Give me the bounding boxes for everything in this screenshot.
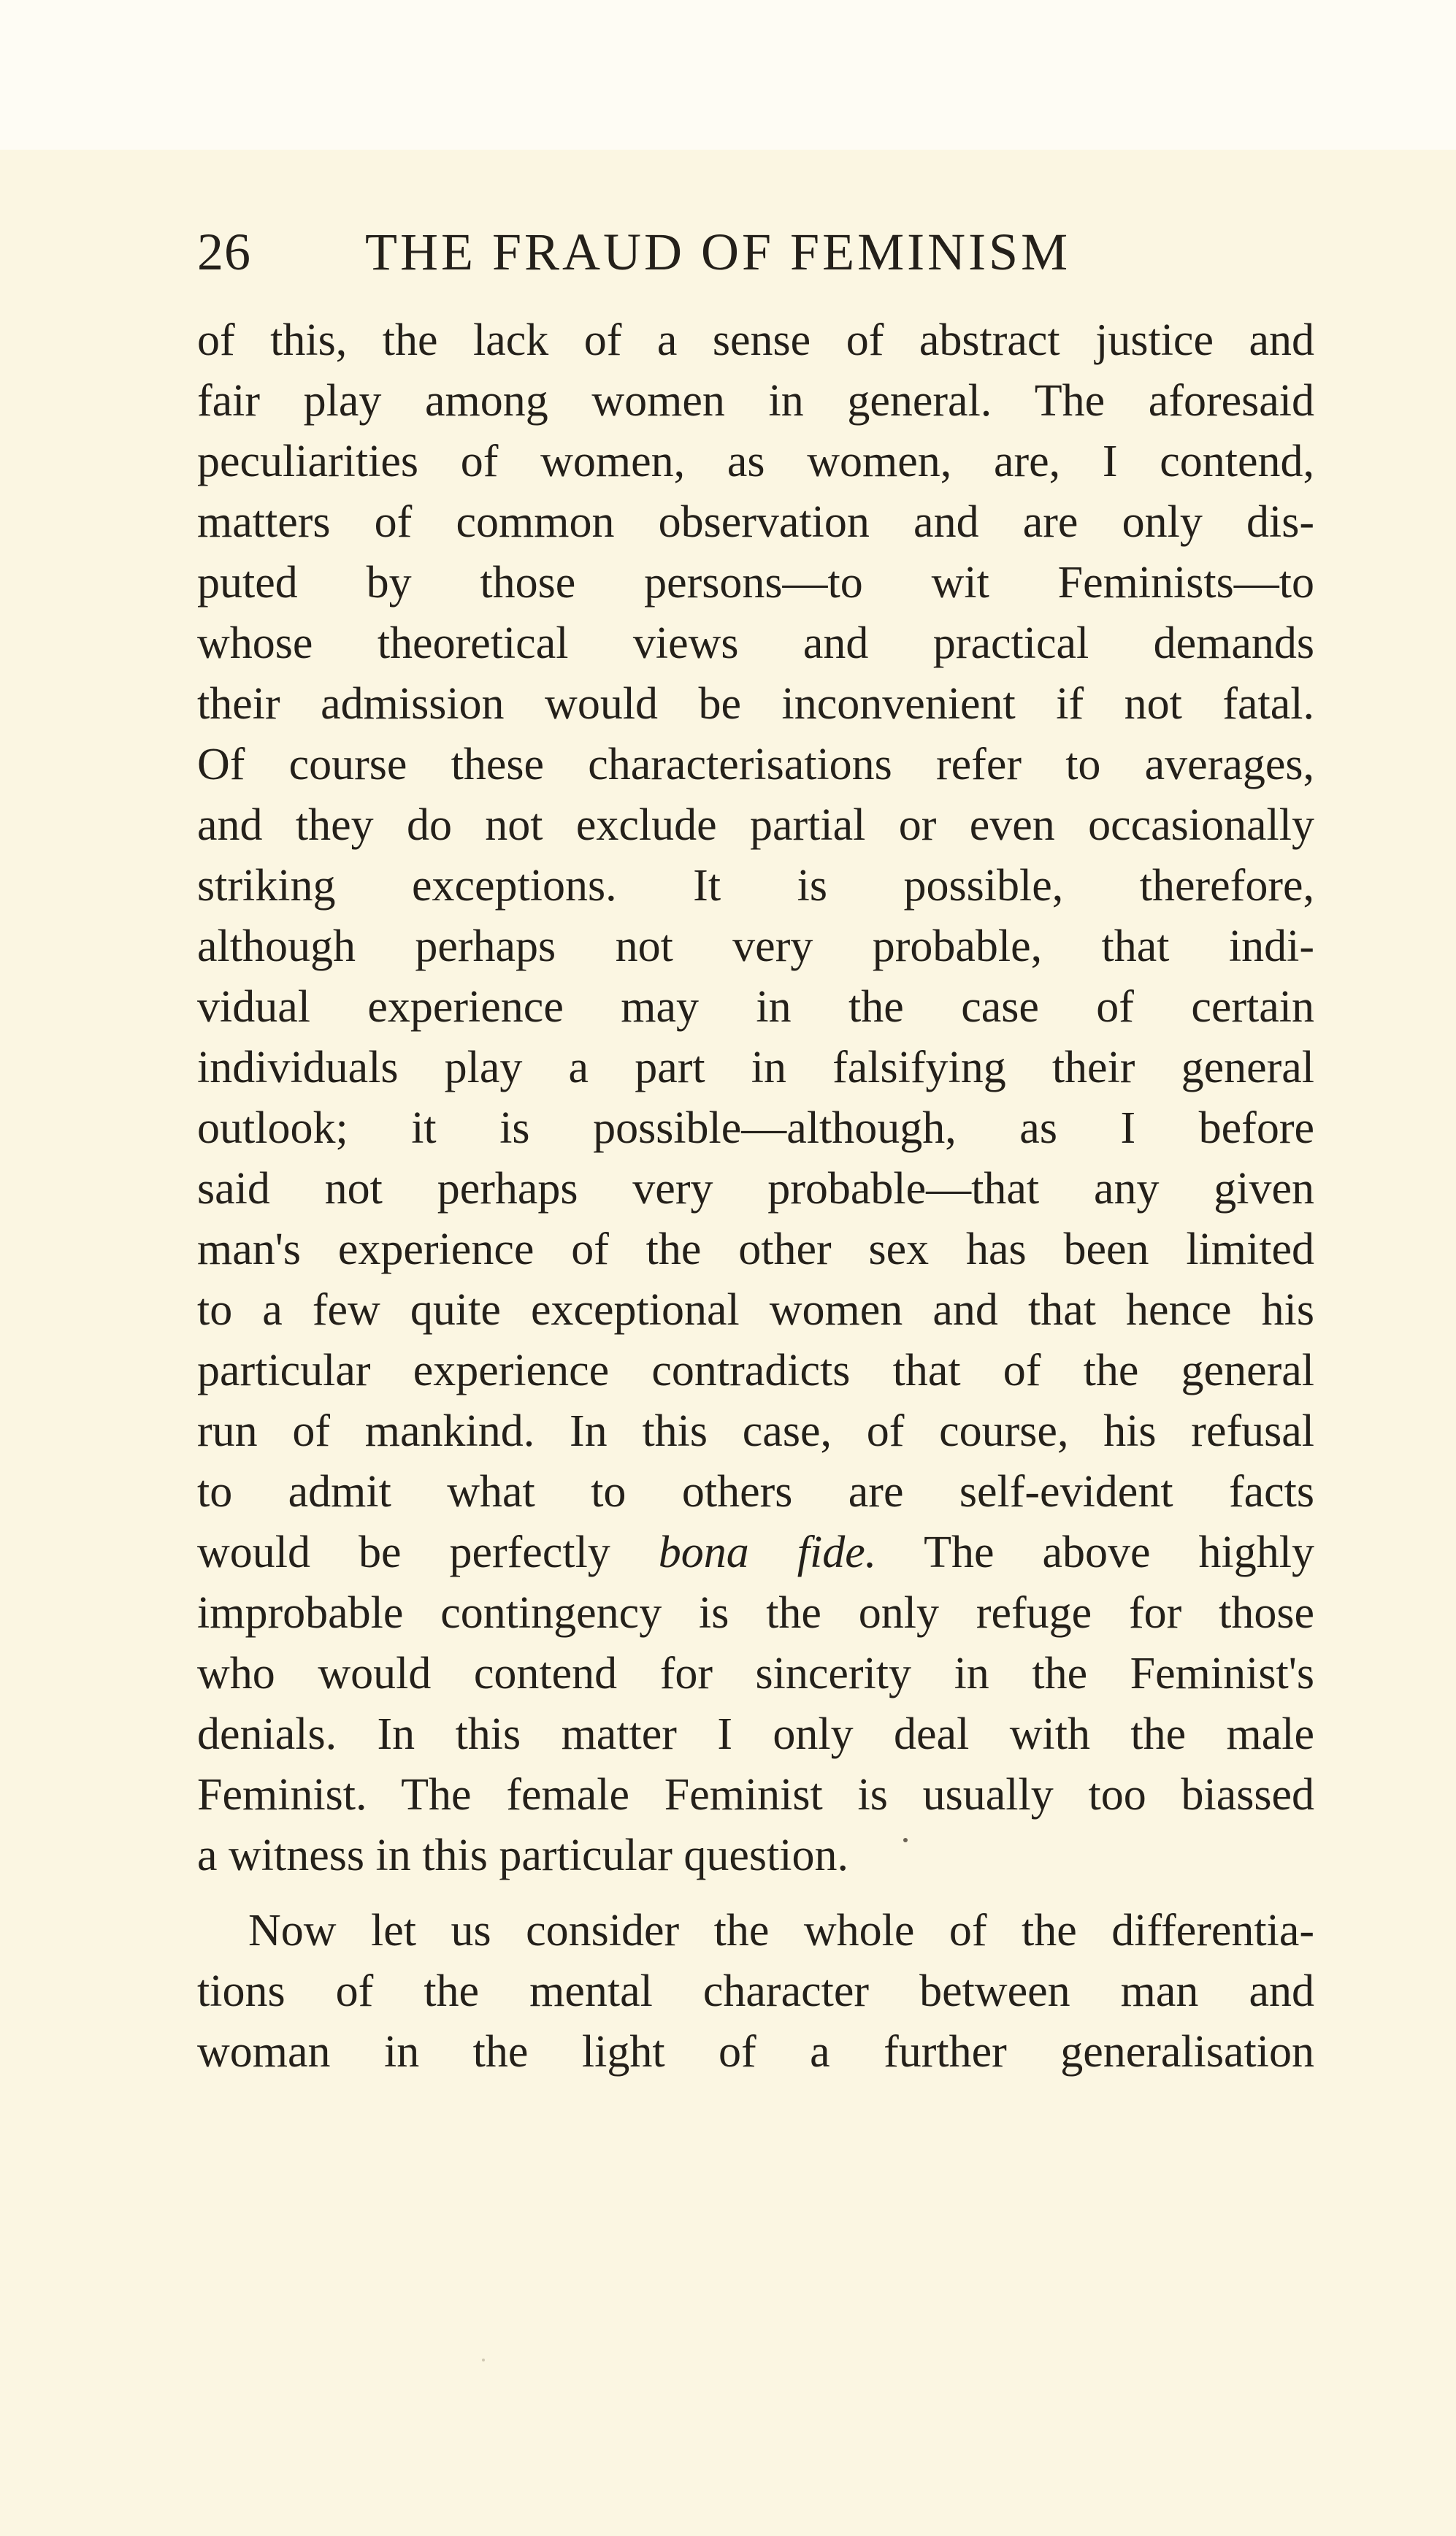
paragraph-2 (197, 1901, 1314, 2083)
text-line-indented: Now let us consider the whole of the differentia- (248, 1906, 1314, 1955)
running-header (197, 219, 1314, 285)
text-line: puted by those persons—to wit Feminists—to (197, 558, 1314, 608)
text-line: improbable contingency is the only refuge for those (197, 1588, 1314, 1638)
text-line: Of course these characterisations refer to averages, (197, 740, 1314, 789)
text-line: woman in the light of a further generalisation (197, 2027, 1314, 2077)
text-line: vidual experience may in the case of certain (197, 982, 1314, 1032)
text-segment: a witness in this particular question. (197, 1831, 848, 1880)
text-line: matters of common observation and are only dis- (197, 497, 1314, 547)
text-line: of this, the lack of a sense of abstract justice and (197, 315, 1314, 365)
text-line: Feminist. The female Feminist is usually too biassed (197, 1770, 1314, 1820)
text-line: their admission would be inconvenient if not fatal. (197, 679, 1314, 729)
text-line: denials. In this matter I only deal with the male (197, 1709, 1314, 1759)
text-line: individuals play a part in falsifying their general (197, 1043, 1314, 1092)
text-line: who would contend for sincerity in the Feminist's (197, 1649, 1314, 1698)
paper-speck (482, 2359, 485, 2361)
page-number: 26 (197, 223, 251, 281)
running-title: THE FRAUD OF FEMINISM (365, 223, 1071, 281)
text-line: tions of the mental character between man and (197, 1966, 1314, 2016)
text-line: fair play among women in general. The aforesaid (197, 376, 1314, 426)
text-line: peculiarities of women, as women, are, I contend, (197, 437, 1314, 486)
text-line: said not perhaps very probable—that any given (197, 1164, 1314, 1214)
text-line-with-italic (197, 1522, 1314, 1583)
text-segment: would be perfectly (197, 1528, 659, 1577)
paragraph-gap (197, 1886, 1314, 1901)
text-segment: The above highly (876, 1528, 1314, 1577)
page-top-margin (0, 0, 1456, 150)
text-line: run of mankind. In this case, of course, his refusal (197, 1406, 1314, 1456)
paragraph-1 (197, 310, 1314, 1886)
text-line: striking exceptions. It is possible, therefore, (197, 861, 1314, 911)
text-line: although perhaps not very probable, that indi- (197, 922, 1314, 971)
text-line: outlook; it is possible—although, as I before (197, 1103, 1314, 1153)
text-line: and they do not exclude partial or even occasionally (197, 800, 1314, 850)
body-text (197, 310, 1314, 2083)
stray-dot-mark (903, 1838, 908, 1842)
text-line: man's experience of the other sex has been limited (197, 1225, 1314, 1274)
text-line: whose theoretical views and practical demands (197, 618, 1314, 668)
text-line: particular experience contradicts that of the general (197, 1346, 1314, 1395)
italic-phrase: bona fide. (658, 1528, 877, 1577)
text-line: to a few quite exceptional women and that hence his (197, 1285, 1314, 1335)
text-line-last (197, 1826, 1314, 1886)
text-line: to admit what to others are self-evident facts (197, 1467, 1314, 1517)
